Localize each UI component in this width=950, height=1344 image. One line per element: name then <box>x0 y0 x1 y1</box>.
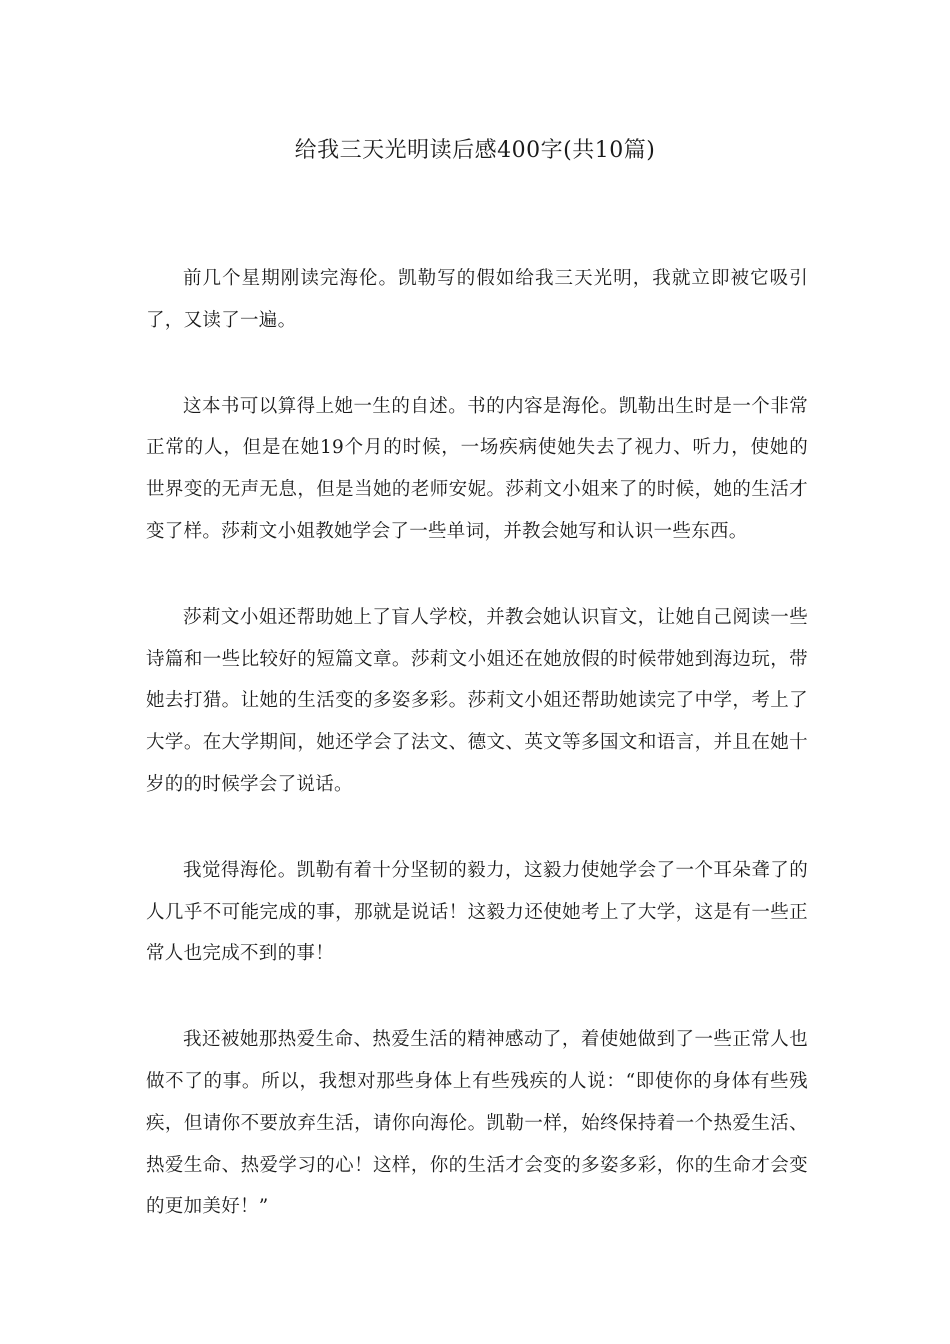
paragraph-1: 前几个星期刚读完海伦。凯勒写的假如给我三天光明，我就立即被它吸引了，又读了一遍。 <box>146 268 808 331</box>
document-body <box>146 258 808 1272</box>
paragraph-3: 莎莉文小姐还帮助她上了盲人学校，并教会她认识盲文，让她自己阅读一些诗篇和一些比较好的短篇文章。莎莉文小姐还在她放假的时候带她到海边玩，带她去打猎。让她的生活变的多姿多彩。莎莉文小姐还帮助她读完了中学，考上了大学。在大学期间，她还学会了法文、德文、英文等多国文和语言，并且在她十岁的的时候学会了说话。 <box>146 606 808 795</box>
document-title: 给我三天光明读后感400字(共10篇) <box>294 138 656 163</box>
paragraph-2: 这本书可以算得上她一生的自述。书的内容是海伦。凯勒出生时是一个非常正常的人，但是在她19个月的时候，一场疾病使她失去了视力、听力，使她的世界变的无声无息，但是当她的老师安妮。莎莉文小姐来了的时候，她的生活才变了样。莎莉文小姐教她学会了一些单词，并教会她写和认识一些东西。 <box>146 395 808 542</box>
paragraph-4: 我觉得海伦。凯勒有着十分坚韧的毅力，这毅力使她学会了一个耳朵聋了的人几乎不可能完成的事，那就是说话！这毅力还使她考上了大学，这是有一些正常人也完成不到的事！ <box>146 859 808 965</box>
paragraph-5: 我还被她那热爱生命、热爱生活的精神感动了，着使她做到了一些正常人也做不了的事。所以，我想对那些身体上有些残疾的人说：“即使你的身体有些残疾，但请你不要放弃生活，请你向海伦。凯勒一样，始终保持着一个热爱生活、热爱生命、热爱学习的心！这样，你的生活才会变的多姿多彩，你的生命才会变的更加美好！” <box>146 1029 808 1218</box>
